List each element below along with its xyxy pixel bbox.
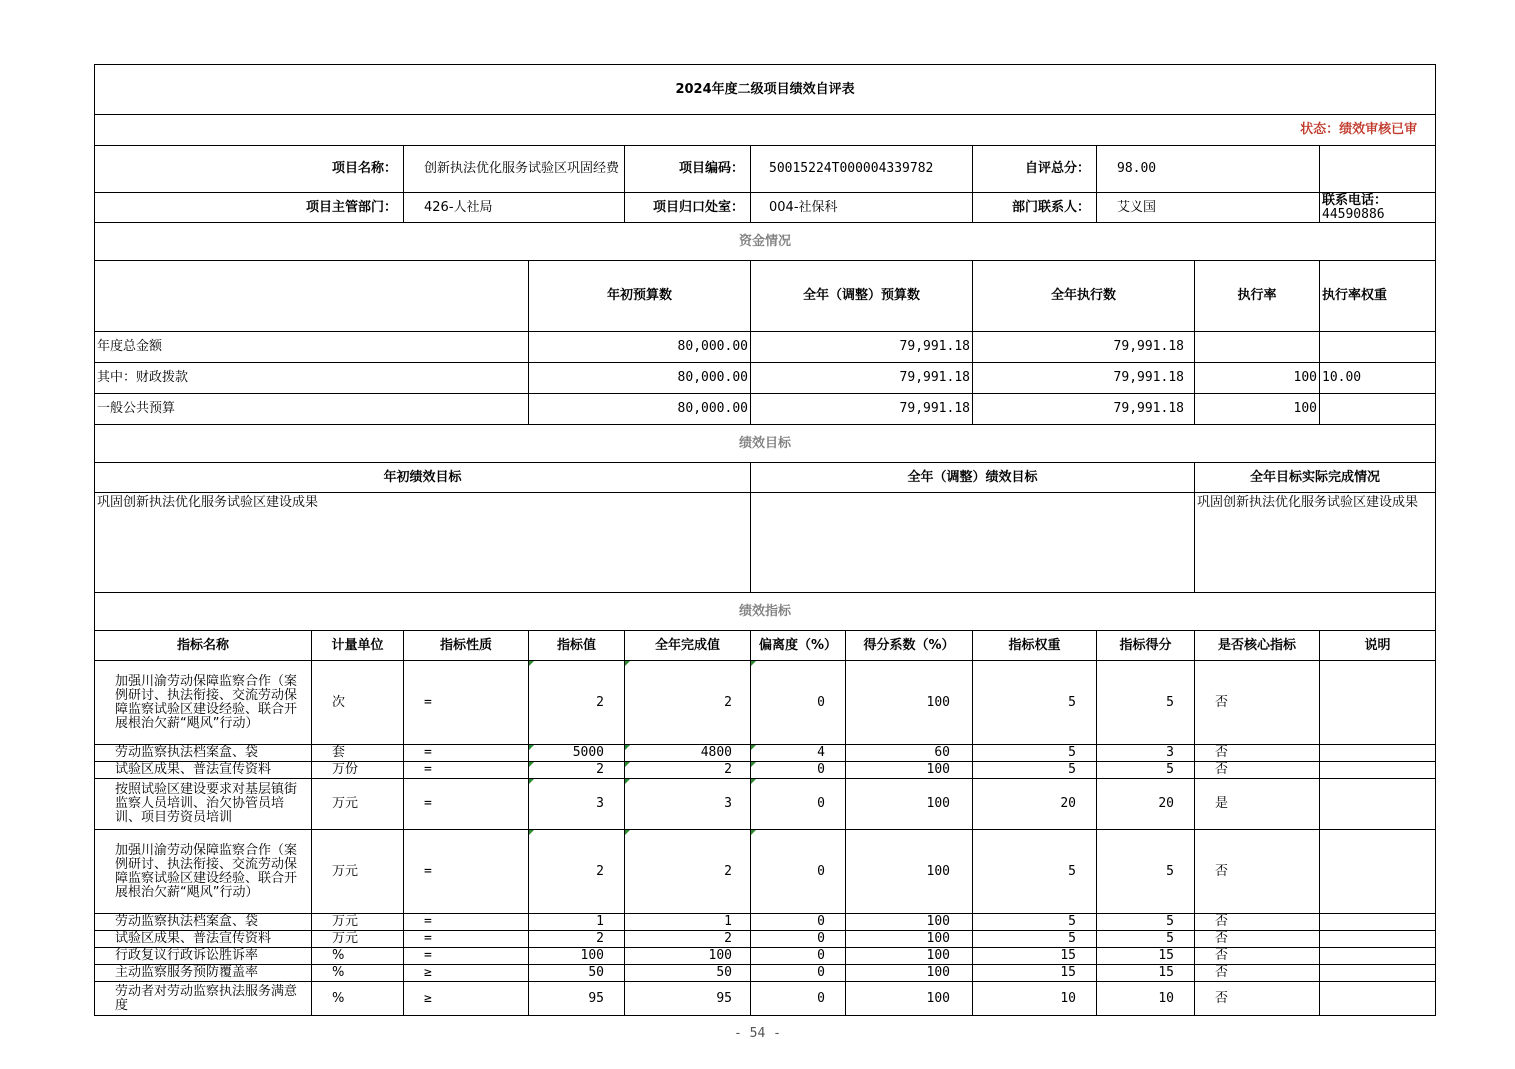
indicator-deviation: 0 — [751, 830, 846, 914]
indicator-actual: 95 — [625, 982, 751, 1016]
indicator-deviation: 0 — [751, 762, 846, 779]
indicator-actual: 2 — [625, 830, 751, 914]
header-unit: 计量单位 — [312, 631, 404, 661]
table-row — [95, 914, 1436, 931]
table-row — [95, 931, 1436, 948]
header-rate-weight: 执行率权重 — [1320, 261, 1436, 332]
fund-name: 年度总金额 — [95, 332, 529, 363]
indicator-deviation: 0 — [751, 982, 846, 1016]
indicator-nature: = — [404, 830, 529, 914]
table-row — [95, 779, 1436, 830]
indicator-unit: % — [312, 982, 404, 1016]
indicator-target: 3 — [529, 779, 625, 830]
header-initial-goal: 年初绩效目标 — [95, 463, 751, 493]
section-indicators: 绩效指标 — [95, 593, 1436, 631]
header-target: 指标值 — [529, 631, 625, 661]
indicators-header-row — [95, 631, 1436, 661]
indicator-weight: 5 — [973, 762, 1097, 779]
indicator-name: 加强川渝劳动保障监察合作（案例研讨、执法衔接、交流劳动保障监察试验区建设经验、联合开展根治欠薪“飓风”行动） — [95, 661, 312, 745]
indicator-target: 2 — [529, 830, 625, 914]
page-title: 2024年度二级项目绩效自评表 — [95, 65, 1436, 115]
indicator-target: 50 — [529, 965, 625, 982]
goal-adjusted — [751, 493, 1195, 593]
indicator-coef: 100 — [846, 830, 973, 914]
fund-initial: 80,000.00 — [529, 394, 751, 425]
indicator-core: 否 — [1195, 661, 1320, 745]
header-actual: 全年完成值 — [625, 631, 751, 661]
indicator-score: 20 — [1097, 779, 1195, 830]
indicator-nature: ≥ — [404, 982, 529, 1016]
indicator-name: 按照试验区建设要求对基层镇街监察人员培训、治欠协管员培训、项目劳资员培训 — [95, 779, 312, 830]
empty-cell — [1320, 146, 1436, 193]
indicator-target: 95 — [529, 982, 625, 1016]
table-row — [95, 762, 1436, 779]
indicator-target: 2 — [529, 931, 625, 948]
table-row — [95, 745, 1436, 762]
section-funds: 资金情况 — [95, 223, 1436, 261]
header-adjusted-goal: 全年（调整）绩效目标 — [751, 463, 1195, 493]
table-row — [95, 830, 1436, 914]
indicator-coef: 100 — [846, 965, 973, 982]
indicator-score: 3 — [1097, 745, 1195, 762]
indicator-unit: % — [312, 965, 404, 982]
info-row-1 — [95, 146, 1436, 193]
indicator-core: 否 — [1195, 830, 1320, 914]
funds-row — [95, 363, 1436, 394]
indicator-unit: 万元 — [312, 830, 404, 914]
header-indicator-name: 指标名称 — [95, 631, 312, 661]
indicator-weight: 10 — [973, 982, 1097, 1016]
project-name: 创新执法优化服务试验区巩固经费 — [404, 146, 625, 193]
indicator-core: 否 — [1195, 762, 1320, 779]
header-exec-rate: 执行率 — [1195, 261, 1320, 332]
indicator-unit: 万元 — [312, 779, 404, 830]
header-weight: 指标权重 — [973, 631, 1097, 661]
indicator-coef: 100 — [846, 914, 973, 931]
header-note: 说明 — [1320, 631, 1436, 661]
indicator-core: 否 — [1195, 745, 1320, 762]
indicator-note — [1320, 762, 1436, 779]
goals-header-row — [95, 463, 1436, 493]
indicator-nature: ≥ — [404, 965, 529, 982]
indicator-target: 100 — [529, 948, 625, 965]
indicator-weight: 5 — [973, 745, 1097, 762]
indicator-deviation: 0 — [751, 914, 846, 931]
fund-name: 其中：财政拨款 — [95, 363, 529, 394]
fund-rate: 100 — [1195, 363, 1320, 394]
indicator-score: 15 — [1097, 965, 1195, 982]
info-row-2 — [95, 193, 1436, 223]
indicator-name: 试验区成果、普法宣传资料 — [95, 762, 312, 779]
fund-weight — [1320, 394, 1436, 425]
table-row — [95, 661, 1436, 745]
indicator-weight: 5 — [973, 661, 1097, 745]
office-label: 项目归口处室： — [625, 193, 751, 223]
indicator-weight: 20 — [973, 779, 1097, 830]
indicator-name: 劳动监察执法档案盒、袋 — [95, 914, 312, 931]
header-adjusted-budget: 全年（调整）预算数 — [751, 261, 973, 332]
indicator-actual: 2 — [625, 661, 751, 745]
goal-initial: 巩固创新执法优化服务试验区建设成果 — [95, 493, 751, 593]
indicator-coef: 100 — [846, 762, 973, 779]
indicator-nature: = — [404, 745, 529, 762]
indicator-name: 劳动监察执法档案盒、袋 — [95, 745, 312, 762]
indicator-deviation: 0 — [751, 779, 846, 830]
header-executed: 全年执行数 — [973, 261, 1195, 332]
fund-rate: 100 — [1195, 394, 1320, 425]
indicator-unit: 万份 — [312, 762, 404, 779]
indicator-score: 5 — [1097, 931, 1195, 948]
phone-value: 44590886 — [1322, 206, 1385, 222]
indicator-score: 15 — [1097, 948, 1195, 965]
header-deviation: 偏离度（%） — [751, 631, 846, 661]
indicator-actual: 2 — [625, 762, 751, 779]
indicator-actual: 2 — [625, 931, 751, 948]
funds-row — [95, 332, 1436, 363]
header-coef: 得分系数（%） — [846, 631, 973, 661]
header-initial-budget: 年初预算数 — [529, 261, 751, 332]
fund-adjusted: 79,991.18 — [751, 363, 973, 394]
indicator-deviation: 4 — [751, 745, 846, 762]
project-code: 50015224T000004339782 — [751, 146, 973, 193]
fund-weight — [1320, 332, 1436, 363]
indicator-note — [1320, 982, 1436, 1016]
indicator-nature: = — [404, 661, 529, 745]
indicator-deviation: 0 — [751, 965, 846, 982]
indicator-unit: 次 — [312, 661, 404, 745]
funds-header-row — [95, 261, 1436, 332]
indicator-core: 是 — [1195, 779, 1320, 830]
header-core: 是否核心指标 — [1195, 631, 1320, 661]
indicator-actual: 3 — [625, 779, 751, 830]
phone-label: 联系电话： — [1322, 192, 1388, 208]
indicator-note — [1320, 931, 1436, 948]
indicator-core: 否 — [1195, 931, 1320, 948]
indicator-score: 10 — [1097, 982, 1195, 1016]
indicator-nature: = — [404, 779, 529, 830]
indicator-name: 行政复议行政诉讼胜诉率 — [95, 948, 312, 965]
indicator-weight: 5 — [973, 931, 1097, 948]
indicator-weight: 5 — [973, 830, 1097, 914]
header-score: 指标得分 — [1097, 631, 1195, 661]
indicator-deviation: 0 — [751, 931, 846, 948]
indicator-coef: 60 — [846, 745, 973, 762]
indicator-nature: = — [404, 948, 529, 965]
indicator-score: 5 — [1097, 661, 1195, 745]
indicator-weight: 15 — [973, 965, 1097, 982]
indicator-note — [1320, 779, 1436, 830]
fund-initial: 80,000.00 — [529, 363, 751, 394]
indicator-coef: 100 — [846, 982, 973, 1016]
indicator-actual: 100 — [625, 948, 751, 965]
table-row — [95, 982, 1436, 1016]
phone-cell — [1320, 193, 1436, 223]
indicator-actual: 4800 — [625, 745, 751, 762]
indicator-coef: 100 — [846, 931, 973, 948]
indicator-coef: 100 — [846, 779, 973, 830]
fund-initial: 80,000.00 — [529, 332, 751, 363]
indicator-unit: 万元 — [312, 914, 404, 931]
self-evaluation-table — [94, 64, 1436, 1016]
project-name-label: 项目名称： — [95, 146, 404, 193]
section-goals: 绩效目标 — [95, 425, 1436, 463]
fund-name: 一般公共预算 — [95, 394, 529, 425]
indicator-nature: = — [404, 914, 529, 931]
indicator-name: 加强川渝劳动保障监察合作（案例研讨、执法衔接、交流劳动保障监察试验区建设经验、联合开展根治欠薪“飓风”行动） — [95, 830, 312, 914]
indicator-target: 2 — [529, 661, 625, 745]
indicator-deviation: 0 — [751, 948, 846, 965]
indicator-unit: % — [312, 948, 404, 965]
indicator-target: 2 — [529, 762, 625, 779]
indicator-name: 劳动者对劳动监察执法服务满意度 — [95, 982, 312, 1016]
fund-executed: 79,991.18 — [973, 332, 1195, 363]
page-number: - 54 - — [734, 1026, 781, 1041]
indicator-note — [1320, 830, 1436, 914]
goals-row — [95, 493, 1436, 593]
indicator-core: 否 — [1195, 914, 1320, 931]
indicator-unit: 万元 — [312, 931, 404, 948]
fund-executed: 79,991.18 — [973, 394, 1195, 425]
indicator-coef: 100 — [846, 948, 973, 965]
indicator-nature: = — [404, 762, 529, 779]
fund-rate — [1195, 332, 1320, 363]
funds-row — [95, 394, 1436, 425]
indicator-note — [1320, 965, 1436, 982]
fund-weight: 10.00 — [1320, 363, 1436, 394]
indicator-nature: = — [404, 931, 529, 948]
indicator-score: 5 — [1097, 762, 1195, 779]
indicator-score: 5 — [1097, 914, 1195, 931]
table-row — [95, 948, 1436, 965]
indicator-weight: 5 — [973, 914, 1097, 931]
indicator-note — [1320, 914, 1436, 931]
contact-label: 部门联系人： — [973, 193, 1097, 223]
self-score-label: 自评总分： — [973, 146, 1097, 193]
indicator-weight: 15 — [973, 948, 1097, 965]
indicator-note — [1320, 745, 1436, 762]
indicator-note — [1320, 948, 1436, 965]
project-code-label: 项目编码： — [625, 146, 751, 193]
self-score: 98.00 — [1097, 146, 1320, 193]
indicator-coef: 100 — [846, 661, 973, 745]
dept-value: 426-人社局 — [404, 193, 625, 223]
goal-actual: 巩固创新执法优化服务试验区建设成果 — [1195, 493, 1436, 593]
indicator-name: 主动监察服务预防覆盖率 — [95, 965, 312, 982]
office-value: 004-社保科 — [751, 193, 973, 223]
table-row — [95, 965, 1436, 982]
dept-label: 项目主管部门： — [95, 193, 404, 223]
header-actual-completion: 全年目标实际完成情况 — [1195, 463, 1436, 493]
fund-executed: 79,991.18 — [973, 363, 1195, 394]
indicator-deviation: 0 — [751, 661, 846, 745]
indicator-core: 否 — [1195, 982, 1320, 1016]
indicator-core: 否 — [1195, 965, 1320, 982]
status-badge: 状态：绩效审核已审 — [95, 115, 1436, 146]
indicator-target: 1 — [529, 914, 625, 931]
indicator-unit: 套 — [312, 745, 404, 762]
indicator-core: 否 — [1195, 948, 1320, 965]
indicator-target: 5000 — [529, 745, 625, 762]
contact-value: 艾义国 — [1097, 193, 1320, 223]
indicator-actual: 1 — [625, 914, 751, 931]
indicator-note — [1320, 661, 1436, 745]
indicator-name: 试验区成果、普法宣传资料 — [95, 931, 312, 948]
funds-header-blank — [95, 261, 529, 332]
indicator-actual: 50 — [625, 965, 751, 982]
header-nature: 指标性质 — [404, 631, 529, 661]
indicator-score: 5 — [1097, 830, 1195, 914]
fund-adjusted: 79,991.18 — [751, 394, 973, 425]
fund-adjusted: 79,991.18 — [751, 332, 973, 363]
